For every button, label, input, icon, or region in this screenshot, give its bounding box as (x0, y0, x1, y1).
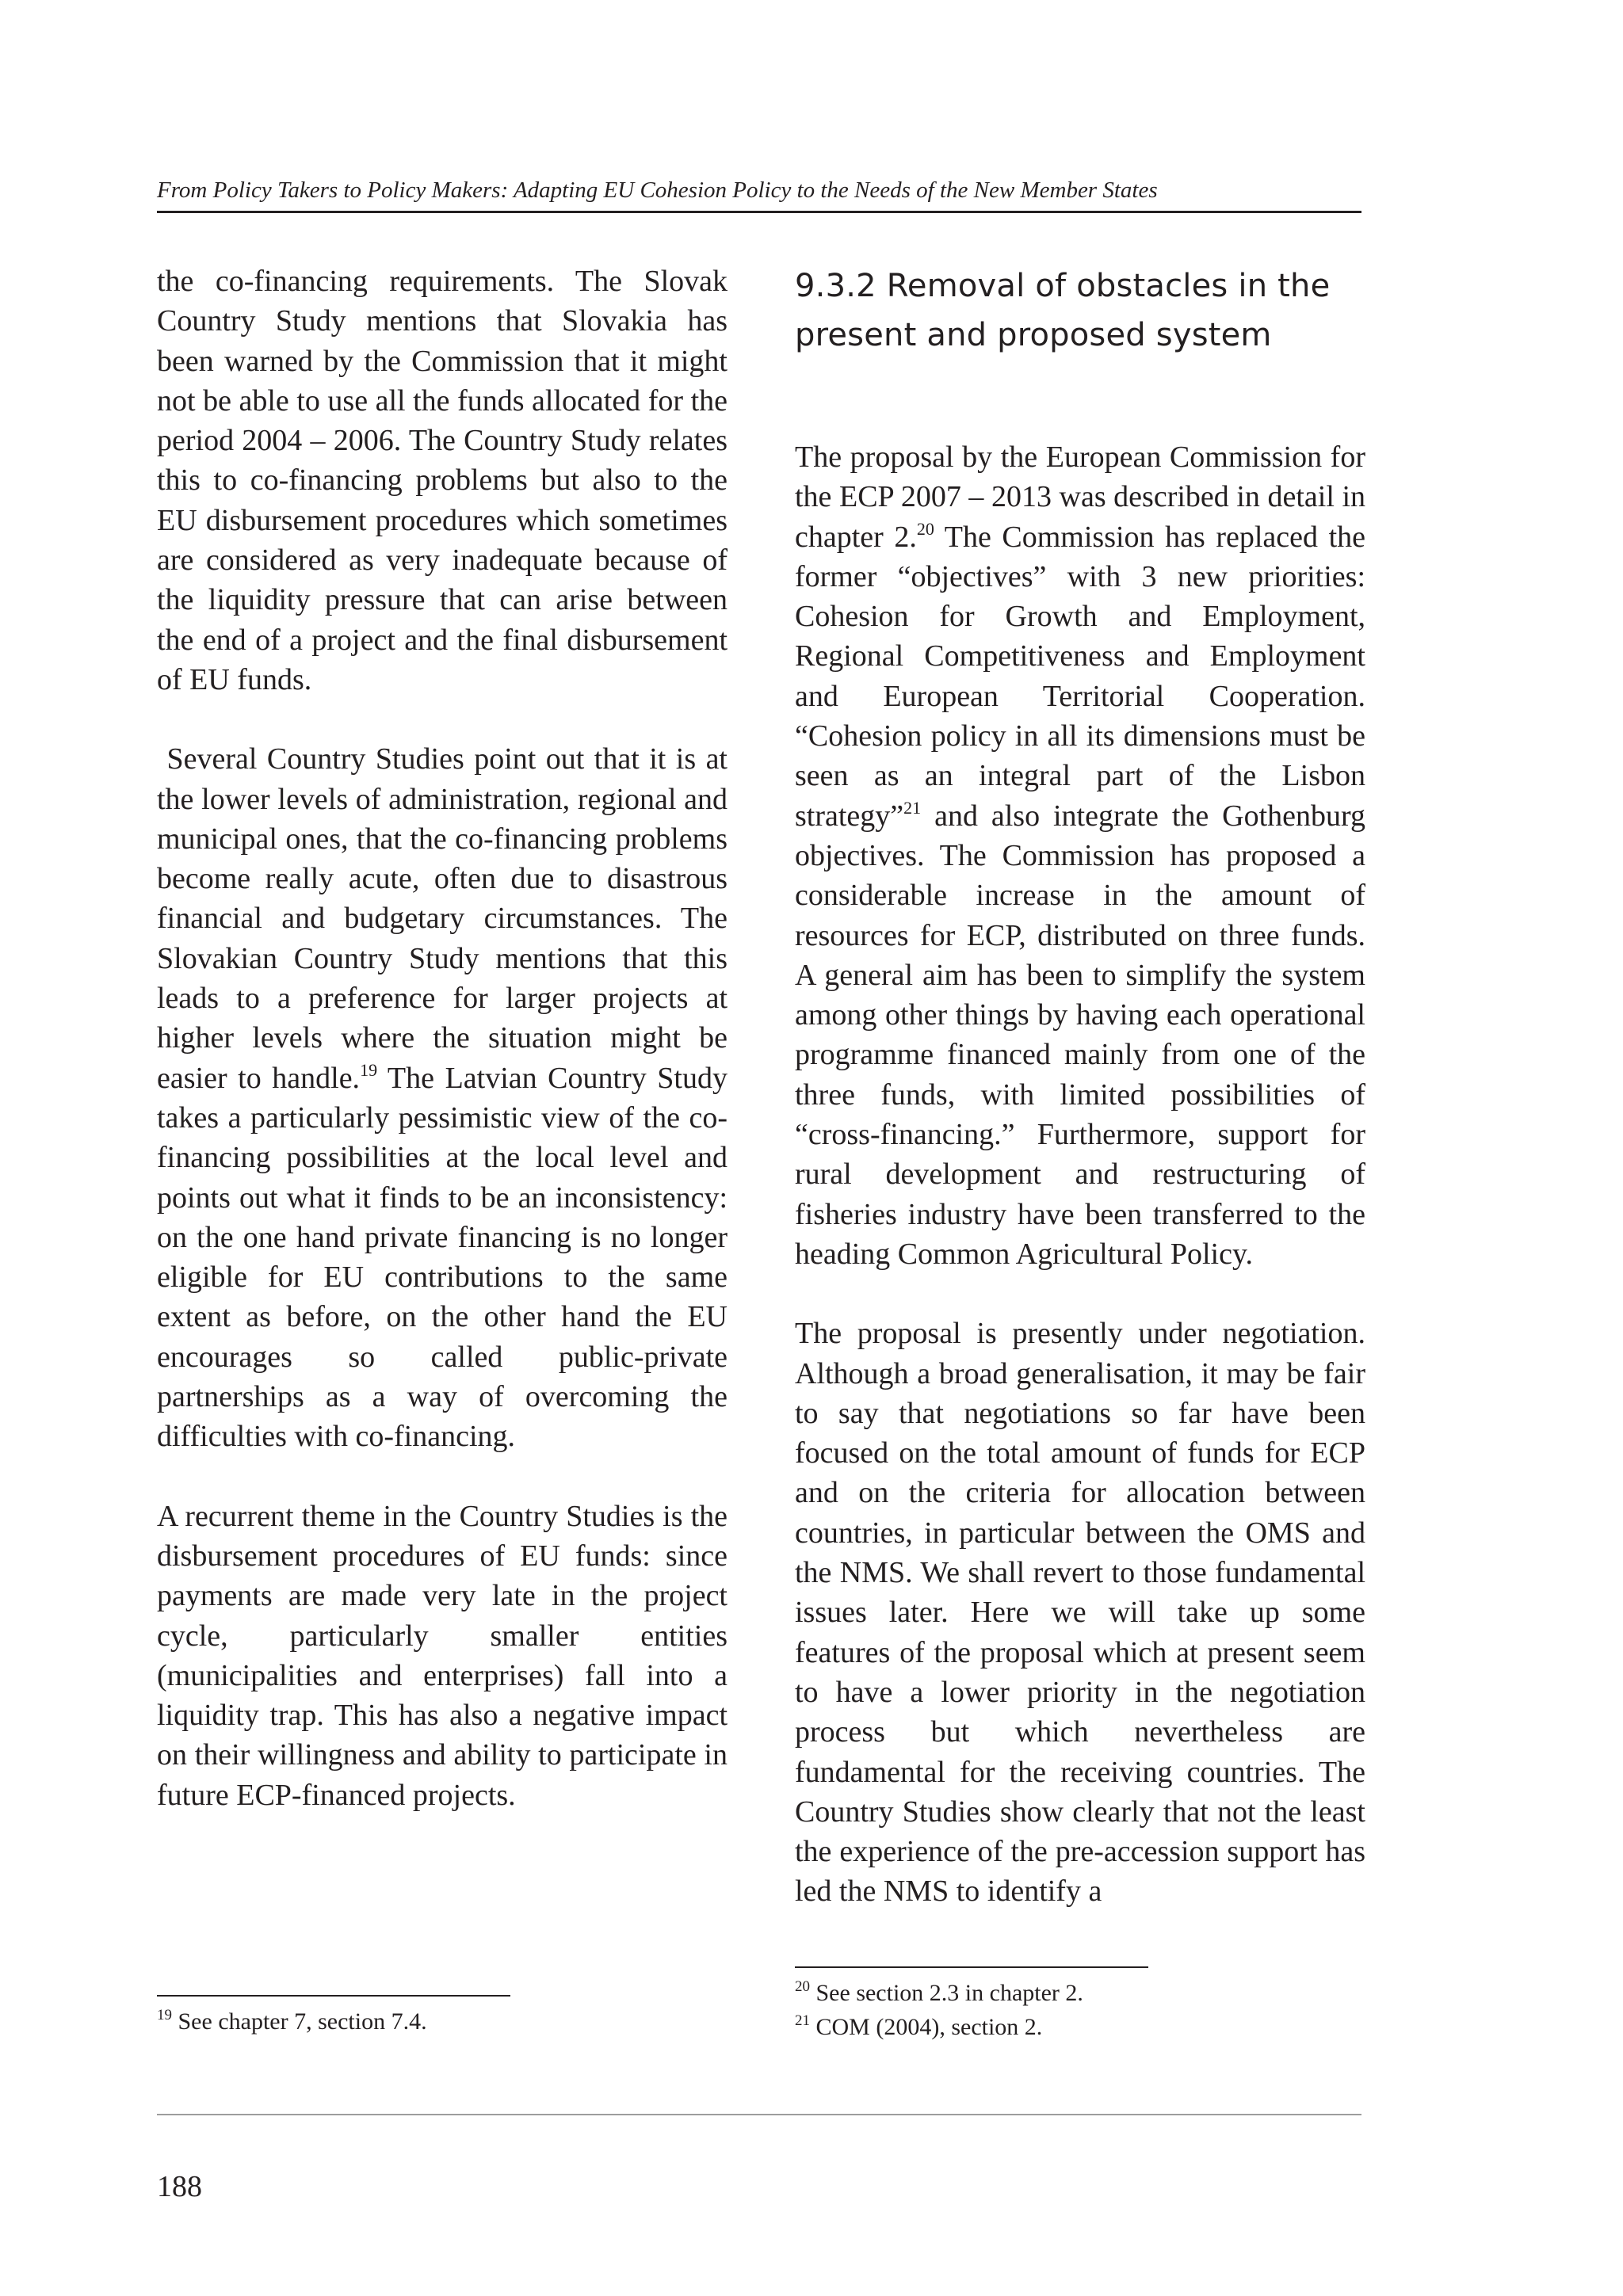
text-run: The proposal is presently under negotiation. Although a broad generalisation, it may be fair to say that negotiations so far have been focused on the total amount of funds for ECP and on the criteria for allocation between countries, in particular between the OMS and the NMS. We shall revert to those fundamental issues later. Here we will take up some features of the proposal which at present seem to have a lower priority in the negotiation process but which nevertheless are fundamental for the receiving countries. The Country Studies show clearly that not the least the experience of the pre-accession support has led the NMS to identify a (795, 1317, 1365, 1909)
footnote-number: 21 (795, 2012, 810, 2029)
left-paragraph-2 (157, 739, 727, 1456)
footnote-rule (157, 1995, 510, 1997)
footer-rule (157, 2114, 1361, 2115)
footnote-ref-20[interactable]: 20 (916, 518, 934, 539)
right-paragraph-2 (795, 1314, 1365, 1911)
footnote-19 (157, 2004, 727, 2039)
text-run: The Commission has replaced the former “objectives” with 3 new priorities: Cohesion for Growth and Employment, Regional Competitiveness and Employment and European Territorial Cooperation. “Cohesion policy in all its dimensions must be seen as an integral part of the Lisbon strategy” (795, 520, 1365, 833)
left-footnotes (157, 1995, 727, 2039)
page-number: 188 (157, 2170, 202, 2203)
footnote-ref-19[interactable]: 19 (360, 1059, 378, 1080)
text-run: The Latvian Country Study takes a particularly pessimistic view of the co-financing possibilities at the local level and points out what it finds to be an inconsistency: on the one hand private financing is no longer eligible for EU contributions to the same extent as before, on the other hand the EU encourages so called public-private partnerships as a way of overcoming the difficulties with co-financing. (157, 1061, 727, 1454)
footnote-ref-21[interactable]: 21 (903, 797, 922, 818)
left-paragraph-1 (157, 261, 727, 700)
left-column (157, 261, 727, 1815)
right-footnotes (795, 1966, 1365, 2044)
text-run: and also integrate the Gothenburg objectives. The Commission has proposed a considerable increase in the amount of resources for ECP, distributed on three funds. A general aim has been to simplify the system among other things by having each operational programme financed mainly from one of the three funds, with limited possibilities of “cross-financing.” Furthermore, support for rural development and restructuring of fisheries industry have been transferred to the heading Common Agricultural Policy. (795, 799, 1365, 1271)
footnote-20 (795, 1976, 1365, 2010)
header-rule (157, 211, 1361, 213)
text-run: the co-financing requirements. The Slovak Country Study mentions that Slovakia has been warned by the Commission that it might not be able to use all the funds allocated for the period 2004 – 2006. The Country Study relates this to co-financing problems but also to the EU disbursement procedures which sometimes are considered as very inadequate because of the liquidity pressure that can arise between the end of a project and the final disbursement of EU funds. (157, 265, 727, 696)
text-run: The proposal by the European Commission for the ECP 2007 – 2013 was described in detail in chapter 2. (795, 441, 1365, 554)
footnote-21 (795, 2010, 1365, 2044)
footnote-text: See section 2.3 in chapter 2. (810, 1980, 1083, 2006)
right-paragraph-1 (795, 437, 1365, 1274)
footnote-number: 20 (795, 1978, 810, 1995)
footnote-text: COM (2004), section 2. (810, 2014, 1043, 2040)
section-heading: 9.3.2 Removal of obstacles in the present and proposed system (795, 268, 1331, 353)
running-header: From Policy Takers to Policy Makers: Adapting EU Cohesion Policy to the Needs of the New Member States (157, 177, 1158, 203)
left-paragraph-3 (157, 1497, 727, 1815)
footnote-number: 19 (157, 2007, 172, 2023)
right-column (795, 261, 1365, 1912)
text-run: A recurrent theme in the Country Studies is the disbursement procedures of EU funds: since payments are made very late in the project cycle, particularly smaller entities (municipalities and enterprises) fall into a liquidity trap. This has also a negative impact on their willingness and ability to participate in future ECP-financed projects. (157, 1499, 727, 1812)
footnote-text: See chapter 7, section 7.4. (172, 2008, 427, 2035)
text-run: Several Country Studies point out that it is at the lower levels of administration, regional and municipal ones, that the co-financing problems become really acute, often due to disastrous financial and budgetary circumstances. The Slovakian Country Study mentions that this leads to a preference for larger projects at higher levels where the situation might be easier to handle. (157, 742, 727, 1095)
footnote-rule (795, 1966, 1148, 1968)
